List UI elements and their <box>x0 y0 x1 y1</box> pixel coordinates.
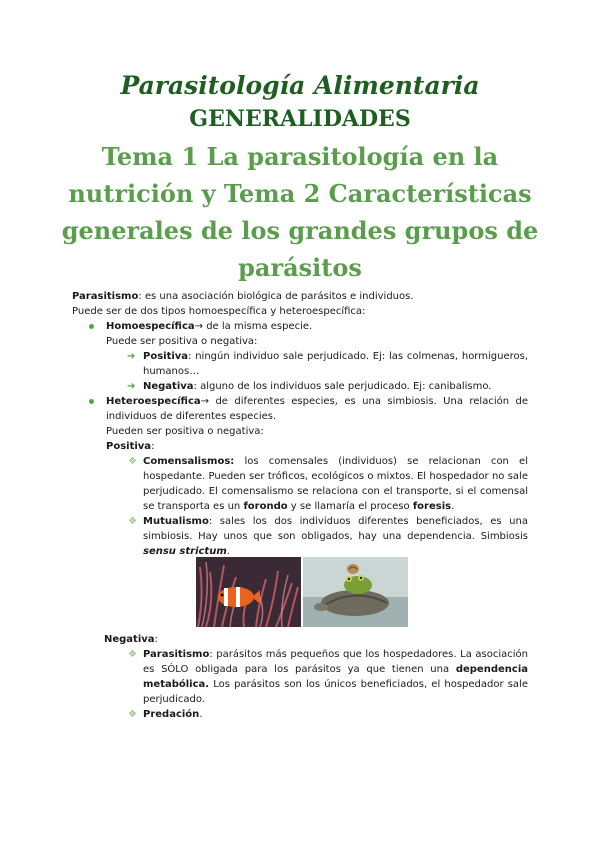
diamond-bullet-icon: ❖ <box>128 456 137 467</box>
com-def: los comensales (individuos) se relacionan con el hospedante. Pueden ser tróficos, ecológicos o mixtos. El hospedador no sale perjudicado. El comensalismo se relaciona con el transporte, si el comensal se transporta es un <box>143 456 528 512</box>
bullet-dot-icon <box>89 399 94 404</box>
diamond-bullet-icon: ❖ <box>128 709 137 720</box>
homo-pos-def: : ningún individuo sale perjudicado. Ej: las colmenas, hormigueros, humanos… <box>143 351 528 377</box>
comensalismo-item <box>72 454 528 514</box>
dependencia-term: dependencia metabólica. <box>143 664 528 690</box>
arrow-right-icon: ➔ <box>127 351 136 362</box>
diamond-bullet-icon: ❖ <box>128 649 137 660</box>
predacion-item <box>72 707 528 722</box>
hetero-def: → de diferentes especies, es una simbiosis. Una relación de individuos de diferentes especies. <box>106 396 528 422</box>
mut-def: : sales los dos individuos diferentes beneficiados, es una simbiosis. Hay unos que son obligados, hay una dependencia. Simbiosis <box>143 516 528 542</box>
hetero-sub: Pueden ser positiva o negativa: <box>106 426 264 437</box>
homo-negative <box>72 379 528 394</box>
intro-def: : es una asociación biológica de parásitos e individuos. <box>138 291 414 302</box>
period: . <box>199 709 203 720</box>
hetero-item <box>72 394 528 454</box>
document-body <box>72 289 528 559</box>
homo-positive <box>72 349 528 379</box>
hetero-pos-label: Positiva <box>106 441 152 452</box>
intro-term: Parasitismo <box>72 291 139 302</box>
homo-pos-term: Positiva <box>143 351 189 362</box>
com-term: Comensalismos: <box>143 456 235 467</box>
intro-line <box>72 289 528 304</box>
foresis-term: foresis <box>412 501 452 512</box>
hetero-neg-label: Negativa <box>104 634 155 645</box>
topic-title: Tema 1 La parasitología en la nutrición y Tema 2 Características generales de los grandes grupos de parásitos <box>61 142 539 282</box>
negative-section <box>72 632 528 722</box>
mut-term: Mutualismo <box>143 516 209 527</box>
colon: : <box>154 634 158 645</box>
colon: : <box>151 441 155 452</box>
clownfish-anemone-image <box>196 557 301 627</box>
homo-sub: Puede ser positiva o negativa: <box>106 336 258 347</box>
par-def: : parásitos más pequeños que los hospedadores. La asociación es SÓLO obligada para los parásitos ya que tienen una <box>143 649 528 675</box>
par-def-2: Los parásitos son los únicos beneficiados, el hospedador sale perjudicado. <box>143 679 528 705</box>
com-def-2: y se llamaría el proceso <box>287 501 413 512</box>
period: . <box>226 546 230 557</box>
frog-on-turtle-image <box>303 557 408 627</box>
forondo-term: forondo <box>243 501 288 512</box>
hetero-term: Heteroespecífica <box>106 396 201 407</box>
diamond-bullet-icon: ❖ <box>128 516 137 527</box>
period: . <box>451 501 455 512</box>
mutualismo-item <box>72 514 528 559</box>
main-title: Parasitología Alimentaria <box>120 71 480 100</box>
parasitismo-item <box>72 647 528 707</box>
homo-term: Homoespecífica <box>106 321 195 332</box>
sensu-strictum: sensu strictum <box>143 546 227 557</box>
image-pair <box>196 557 408 627</box>
title-block <box>0 68 600 286</box>
bullet-dot-icon <box>89 324 94 329</box>
homo-neg-def: : alguno de los individuos sale perjudicado. Ej: canibalismo. <box>193 381 492 392</box>
homo-neg-term: Negativa <box>143 381 194 392</box>
section-title: GENERALIDADES <box>189 106 411 132</box>
homo-item <box>72 319 528 349</box>
intro-line-2: Puede ser de dos tipos homoespecífica y heteroespecífica: <box>72 306 366 317</box>
par-term: Parasitismo <box>143 649 210 660</box>
arrow-right-icon: ➔ <box>127 381 136 392</box>
pred-term: Predación <box>143 709 200 720</box>
homo-def: → de la misma especie. <box>194 321 313 332</box>
